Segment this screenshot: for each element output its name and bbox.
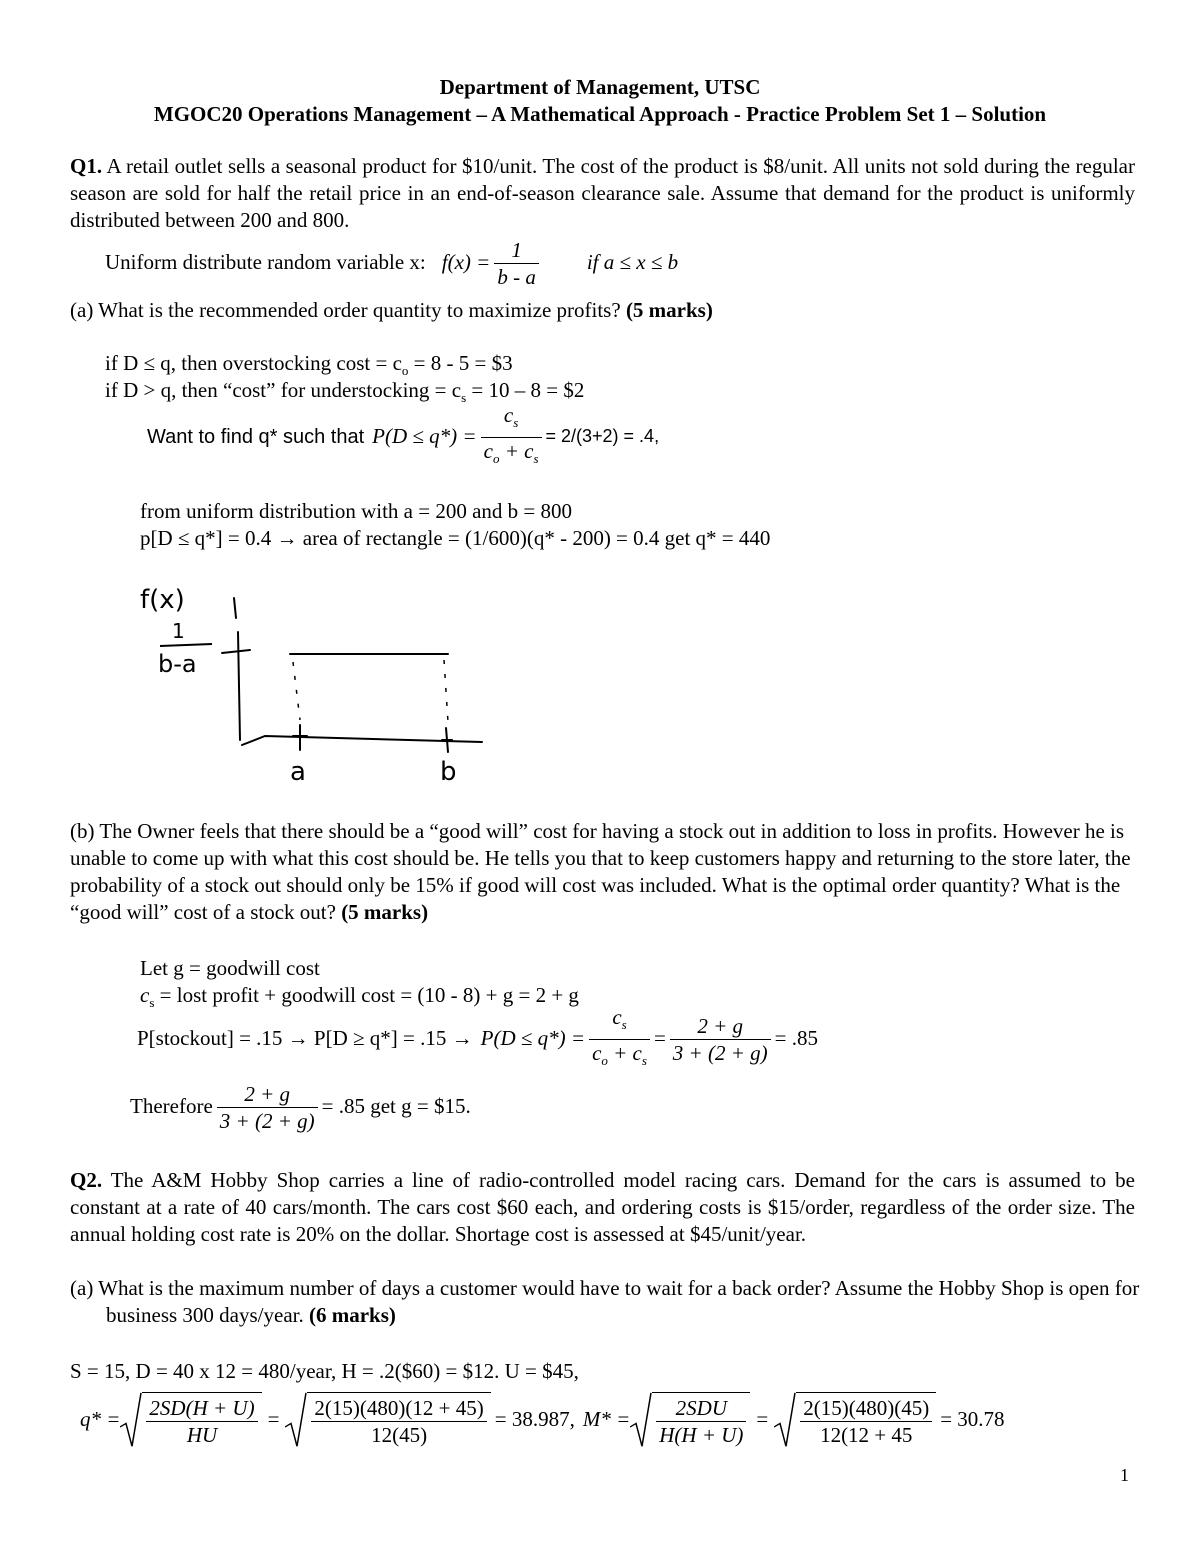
q2a-marks: (6 marks) [308,1303,396,1327]
critical-result: = 2/(3+2) = .4, [545,426,660,447]
m-f1-den: H(H + U) [659,1423,744,1447]
therefore-den: 3 + (2 + g) [219,1108,315,1133]
uniform-lhs: f(x) = [441,250,491,275]
uniform-denominator: b - a [497,264,536,289]
q2a-question-text: (a) What is the maximum number of days a customer would have to wait for a back order? Assume the Hobby Shop is open for business 300 days/year. [70,1276,1140,1327]
critical-den-plus: + c [499,438,534,463]
cs-symbol: c [140,983,150,1007]
q2-given: S = 15, D = 40 x 12 = 480/year, H = .2($60) = $12. U = $45, [70,1359,579,1383]
q-f2 [311,1395,486,1448]
sqrt-icon [774,1392,796,1448]
critical-ratio [147,403,660,466]
q-f1 [146,1395,257,1448]
m-star-lhs: M* = [582,1407,631,1432]
q1a-question-text: (a) What is the recommended order quantity to maximize profits? [70,298,621,322]
stockout-f1-num [589,1004,650,1039]
q2-intro [70,1167,1135,1248]
critical-prob: P(D ≤ q*) = [372,424,477,449]
overstock-value: = 8 - 5 = $3 [408,351,513,375]
critical-num-sub: s [513,415,519,431]
y-axis [238,632,240,740]
density-tick [222,650,250,653]
m-f1 [656,1395,746,1448]
therefore-equation [130,1078,471,1136]
m-f2-den: 12(12 + 45 [820,1423,913,1447]
m-radical-2 [774,1392,936,1448]
therefore-text: Therefore [130,1094,213,1119]
critical-num-c: c [503,403,514,428]
critical-den-sub2: s [533,450,539,466]
q-eq: = [267,1407,280,1432]
goodwill-def: Let g = goodwill cost [140,956,320,980]
stockout-fraction-1 [589,1004,650,1073]
critical-den [481,438,542,472]
q-radical-1 [120,1392,261,1448]
q-star-solution: p[D ≤ q*] = 0.4 → area of rectangle = (1/600)(q* - 200) = 0.4 get q* = 440 [140,526,771,550]
sketch-bma: b-a [158,650,197,678]
stockout-f1-den-sub2: s [641,1052,647,1068]
q2-intro-text: The A&M Hobby Shop carries a line of radio-controlled model racing cars. Demand for the cars is assumed to be constant at a rate of 40 cars/month. The cars cost $60 each, and ordering costs is $15/order, regardless of the order size. The annual holding cost rate is 20% on the dollar. Shortage cost is assessed at $45/unit/year. [70,1168,1135,1246]
overstock-sub: o [401,363,409,379]
m-f2 [800,1395,932,1448]
stockout-f1-num-c: c [612,1005,622,1030]
m-f2-num: 2(15)(480)(45) [800,1395,932,1422]
dashed-sides [293,660,448,722]
q-f2-num: 2(15)(480)(12 + 45) [311,1395,486,1422]
understock-text: if D > q, then “cost” for understocking = c [105,378,462,402]
understock-sub: s [461,390,467,406]
sqrt-icon [120,1392,142,1448]
stockout-prob: P(D ≤ q*) = [480,1026,586,1051]
critical-num [481,402,542,437]
sketch-fx: f(x) [140,585,185,615]
sketch-one: 1 [172,619,185,643]
cs-def [140,982,579,1012]
uniform-numerator: 1 [494,237,539,264]
m-eq: = [756,1407,769,1432]
course-title: MGOC20 Operations Management – A Mathematical Approach - Practice Problem Set 1 – Solution [153,102,1047,126]
q2-label: Q2. [70,1168,103,1192]
q-radical-2 [285,1392,490,1448]
critical-fraction [481,402,542,471]
stockout-f1-den [589,1040,650,1074]
q1b-question [70,818,1135,926]
critical-den-sub1: o [492,450,500,466]
sketch-a: a [290,757,306,787]
uniform-label: Uniform distribute random variable x: [105,250,426,275]
m-value: = 30.78 [940,1407,1005,1432]
q1-label: Q1. [70,154,103,178]
q-f2-den: 12(45) [371,1423,428,1447]
stockout-f1-num-sub: s [621,1017,627,1033]
uniform-params: from uniform distribution with a = 200 and b = 800 [140,499,572,523]
b-dashed-side [444,660,448,722]
understock-value: = 10 – 8 = $2 [466,378,585,402]
stockout-f2-den: 3 + (2 + g) [672,1040,768,1065]
m-radical-1 [630,1392,750,1448]
therefore-result: = .85 get g = $15. [321,1094,471,1119]
want-text: Want to find q* such that [147,426,365,448]
cs-rest: = lost profit + goodwill cost = (10 - 8) + g = 2 + g [154,983,579,1007]
therefore-num: 2 + g [217,1081,318,1108]
q1-intro [70,153,1135,234]
q1b-marks: (5 marks) [341,900,429,924]
q-star-lhs: q* = [80,1407,121,1432]
stockout-fraction-2 [670,1013,771,1066]
page-number: 1 [1120,1465,1129,1485]
q2a-question [70,1275,1146,1329]
q-f1-den: HU [186,1423,218,1447]
uniform-fraction [494,237,539,290]
overstock-line [105,350,513,380]
q1b-question-text: (b) The Owner feels that there should be a “good will” cost for having a stock out in addition to loss in profits. However he is unable to come up with what this cost should be. He tells you that to keep customers happy and returning to the store later, the probability of a stock out should only be 15% if good will cost was included. What is the optimal order quantity? What is the “good will” cost of a stock out? [70,819,1131,924]
stockout-f1-den-plus: + c [607,1040,642,1065]
stockout-eq: = [653,1026,666,1051]
department-header: Department of Management, UTSC [439,75,761,99]
uniform-condition: if a ≤ x ≤ b [586,250,679,275]
sketch-fraction-bar [160,644,212,646]
stockout-f1-den-c: c [592,1040,602,1065]
sketch-b: b [440,757,457,787]
stockout-f1-den-sub1: o [601,1052,608,1068]
stockout-equation [137,1005,818,1068]
overstock-text: if D ≤ q, then overstocking cost = c [105,351,402,375]
q1a-question [70,297,713,324]
uniform-formula [105,234,678,292]
q-f1-num: 2SD(H + U) [146,1395,257,1422]
uniform-sketch [130,580,500,790]
q1-intro-text: A retail outlet sells a seasonal product for $10/unit. The cost of the product is $8/unit. All units not sold during the regular season are sold for half the retail price in an end-of-season clearance sale. Assume that demand for the product is uniformly distributed between 200 and 800. [70,154,1135,232]
stockout-f2-num: 2 + g [670,1013,771,1040]
y-axis-top-tick [234,598,236,618]
m-f1-num: 2SDU [656,1395,746,1422]
stockout-text: P[stockout] = .15 → P[D ≥ q*] = .15 → [137,1026,473,1051]
cs-sub: s [149,995,155,1011]
sqrt-icon [285,1392,307,1448]
q-value: = 38.987, [494,1407,575,1432]
a-dashed-side [293,662,300,720]
stockout-value: = .85 [774,1026,818,1051]
q1a-marks: (5 marks) [625,298,713,322]
therefore-fraction [217,1081,318,1134]
critical-den-c: c [483,438,493,463]
sqrt-icon [630,1392,652,1448]
eoq-formula [80,1388,1005,1452]
